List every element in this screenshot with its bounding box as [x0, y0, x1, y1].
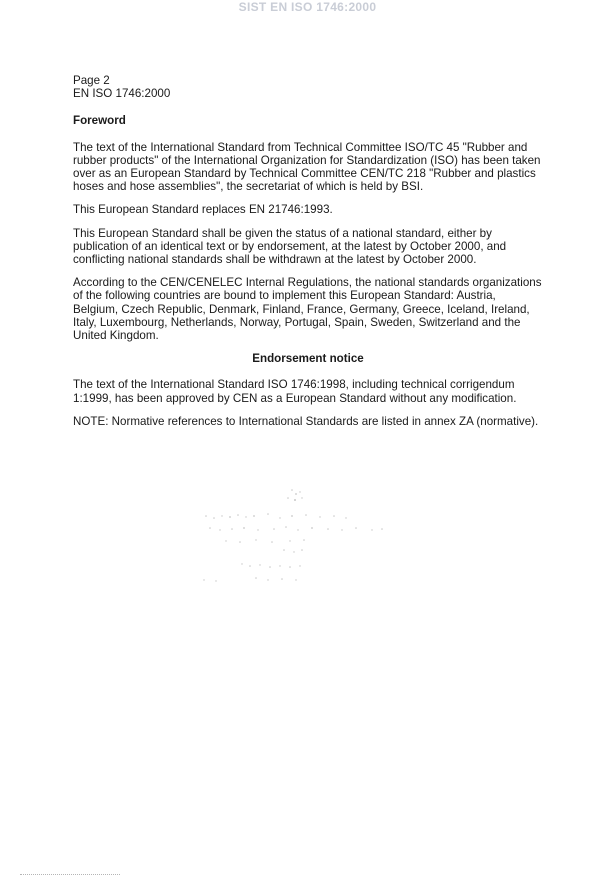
foreword-paragraph-1: The text of the International Standard from Technical Committee ISO/TC 45 "Rubber and rubber products" of the International Organization for Standardization (ISO) has been taken over as an European Standard by Technical Committee CEN/TC 218 "Rubber and plastics hoses and hose assemblies", the secretariat of which is held by BSI. — [73, 140, 541, 194]
document-watermark: SIST EN ISO 1746:2000 — [238, 0, 377, 14]
footer-rule — [20, 874, 120, 875]
foreword-paragraph-2: This European Standard replaces EN 21746:1993. — [73, 203, 333, 217]
page-number: Page 2 — [73, 74, 110, 87]
foreword-paragraph-3: This European Standard shall be given the status of a national standard, either by publication of an identical text or by endorsement, at the latest by October 2000, and conflicting national standards shall be withdrawn at the latest by October 2000. — [73, 226, 507, 267]
foreword-heading: Foreword — [73, 114, 126, 128]
endorsement-paragraph: The text of the International Standard ISO 1746:1998, including technical corrigendum 1:1999, has been approved by CEN as a European Standard without any modification. — [73, 378, 517, 405]
faded-stamp-mark — [196, 486, 396, 586]
document-id: EN ISO 1746:2000 — [73, 87, 171, 101]
foreword-paragraph-4: According to the CEN/CENELEC Internal Regulations, the national standards organizations of the following countries are bound to implement this European Standard: Austria, Belgium, Czech Republic, Denmark, Finland, France, Germany, Greece, Iceland, Ireland, Italy, Luxembourg, Netherlands, Norway, Portugal, Spain, Sweden, Switzerland and the United Kingdom. — [73, 276, 542, 343]
normative-note: NOTE: Normative references to International Standards are listed in annex ZA (normative). — [73, 414, 539, 428]
endorsement-heading: Endorsement notice — [252, 352, 364, 366]
page-content — [73, 74, 543, 438]
